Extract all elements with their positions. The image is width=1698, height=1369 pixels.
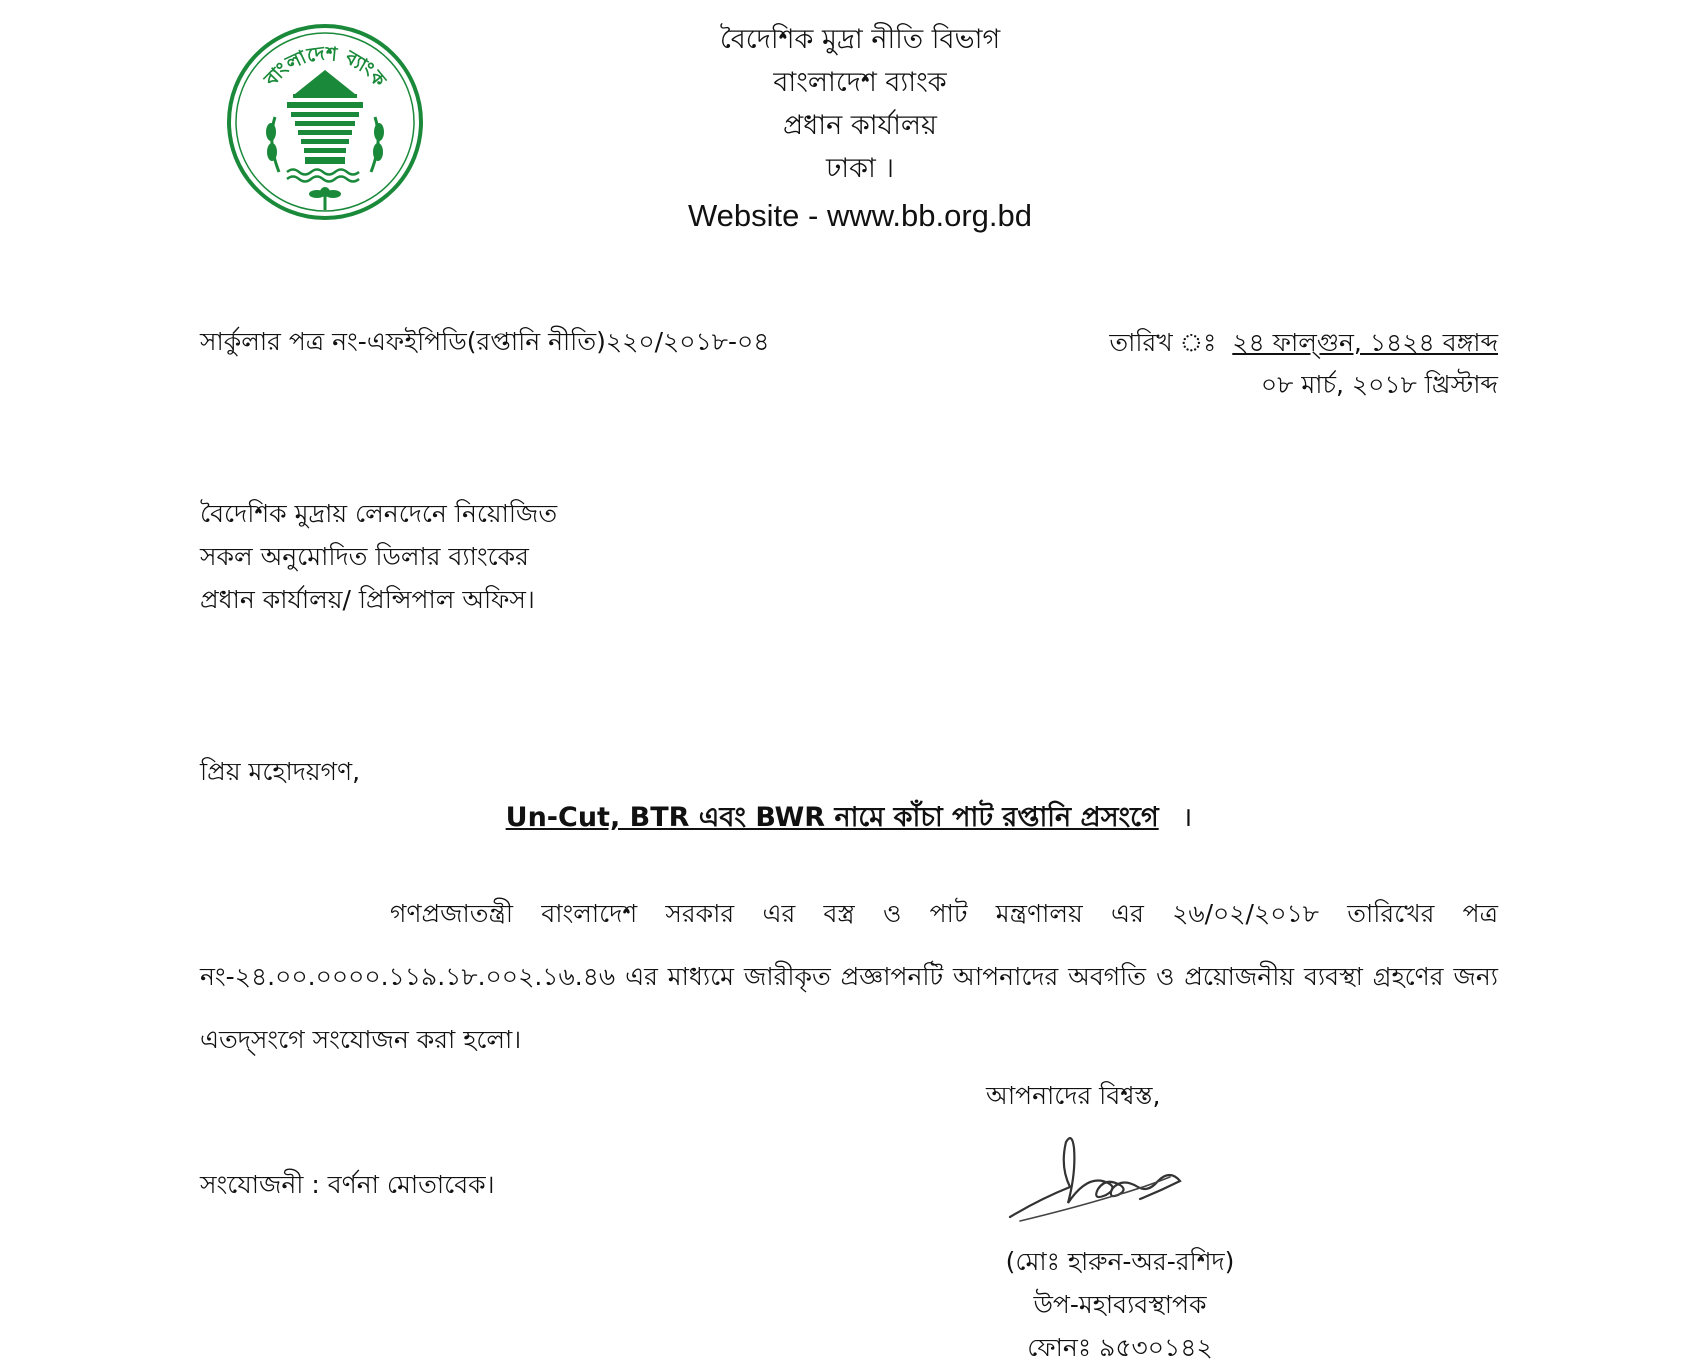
date-block — [1109, 322, 1498, 406]
date-label: তারিখ ঃ — [1109, 328, 1217, 357]
date-gregorian: ০৮ মার্চ, ২০১৮ খ্রিস্টাব্দ — [1260, 370, 1498, 399]
recipient-line: প্রধান কার্যালয়/ প্রিন্সিপাল অফিস। — [200, 585, 535, 614]
website-line: Website - www.bb.org.bd — [687, 198, 1033, 233]
bank-name: বাংলাদেশ ব্যাংক — [773, 67, 947, 98]
bangladesh-bank-logo — [225, 22, 425, 222]
letterhead — [560, 18, 1160, 237]
recipient-line: সকল অনুমোদিত ডিলার ব্যাংকের — [200, 542, 529, 571]
recipient-address — [200, 492, 557, 621]
signer-name: (মোঃ হারুন-অর-রশিদ) — [1005, 1247, 1235, 1276]
logo-text: বাংলাদেশ ব্যাংক — [260, 42, 391, 91]
city-name: ঢাকা । — [825, 153, 895, 184]
handwritten-signature — [990, 1125, 1230, 1235]
date-bangla: ২৪ ফাল্গুন, ১৪২৪ বঙ্গাব্দ — [1232, 328, 1498, 357]
body-paragraph: গণপ্রজাতন্ত্রী বাংলাদেশ সরকার এর বস্ত্র ও পাট মন্ত্রণালয় এর ২৬/০২/২০১৮ তারিখের পত্র নং-২৪.০০.০০০০.১১৯.১৮.০০২.১৬.৪৬ এর মাধ্যমে জারীকৃত প্রজ্ঞাপনটি আপনাদের অবগতি ও প্রয়োজনীয় ব্যবস্থা গ্রহণের জন্য এতদ্সংগে সংযোজন করা হলো। — [200, 899, 1498, 1054]
recipient-line: বৈদেশিক মুদ্রায় লেনদেনে নিয়োজিত — [200, 499, 558, 528]
subject-line — [0, 797, 1698, 842]
signer-phone: ফোনঃ ৯৫৩০১৪২ — [1027, 1333, 1213, 1362]
subject-text: Un-Cut, BTR এবং BWR নামে কাঁচা পাট রপ্তানি প্রসংগে — [505, 802, 1159, 833]
attachment-note: সংযোজনী : বর্ণনা মোতাবেক। — [200, 1170, 495, 1199]
department-name: বৈদেশিক মুদ্রা নীতি বিভাগ — [719, 24, 1001, 55]
date-bangla-line — [1109, 322, 1498, 364]
signer-designation: উপ-মহাব্যবস্থাপক — [1033, 1290, 1207, 1319]
closing: আপনাদের বিশ্বস্ত, — [986, 1081, 1161, 1110]
signer-block — [960, 1240, 1280, 1369]
office-name: প্রধান কার্যালয় — [783, 110, 937, 141]
memo-number: সার্কুলার পত্র নং-এফইপিডি(রপ্তানি নীতি)২২০/২০১৮-০৪ — [200, 327, 770, 356]
subject-end: । — [1182, 802, 1193, 833]
salutation: প্রিয় মহোদয়গণ, — [200, 757, 361, 786]
